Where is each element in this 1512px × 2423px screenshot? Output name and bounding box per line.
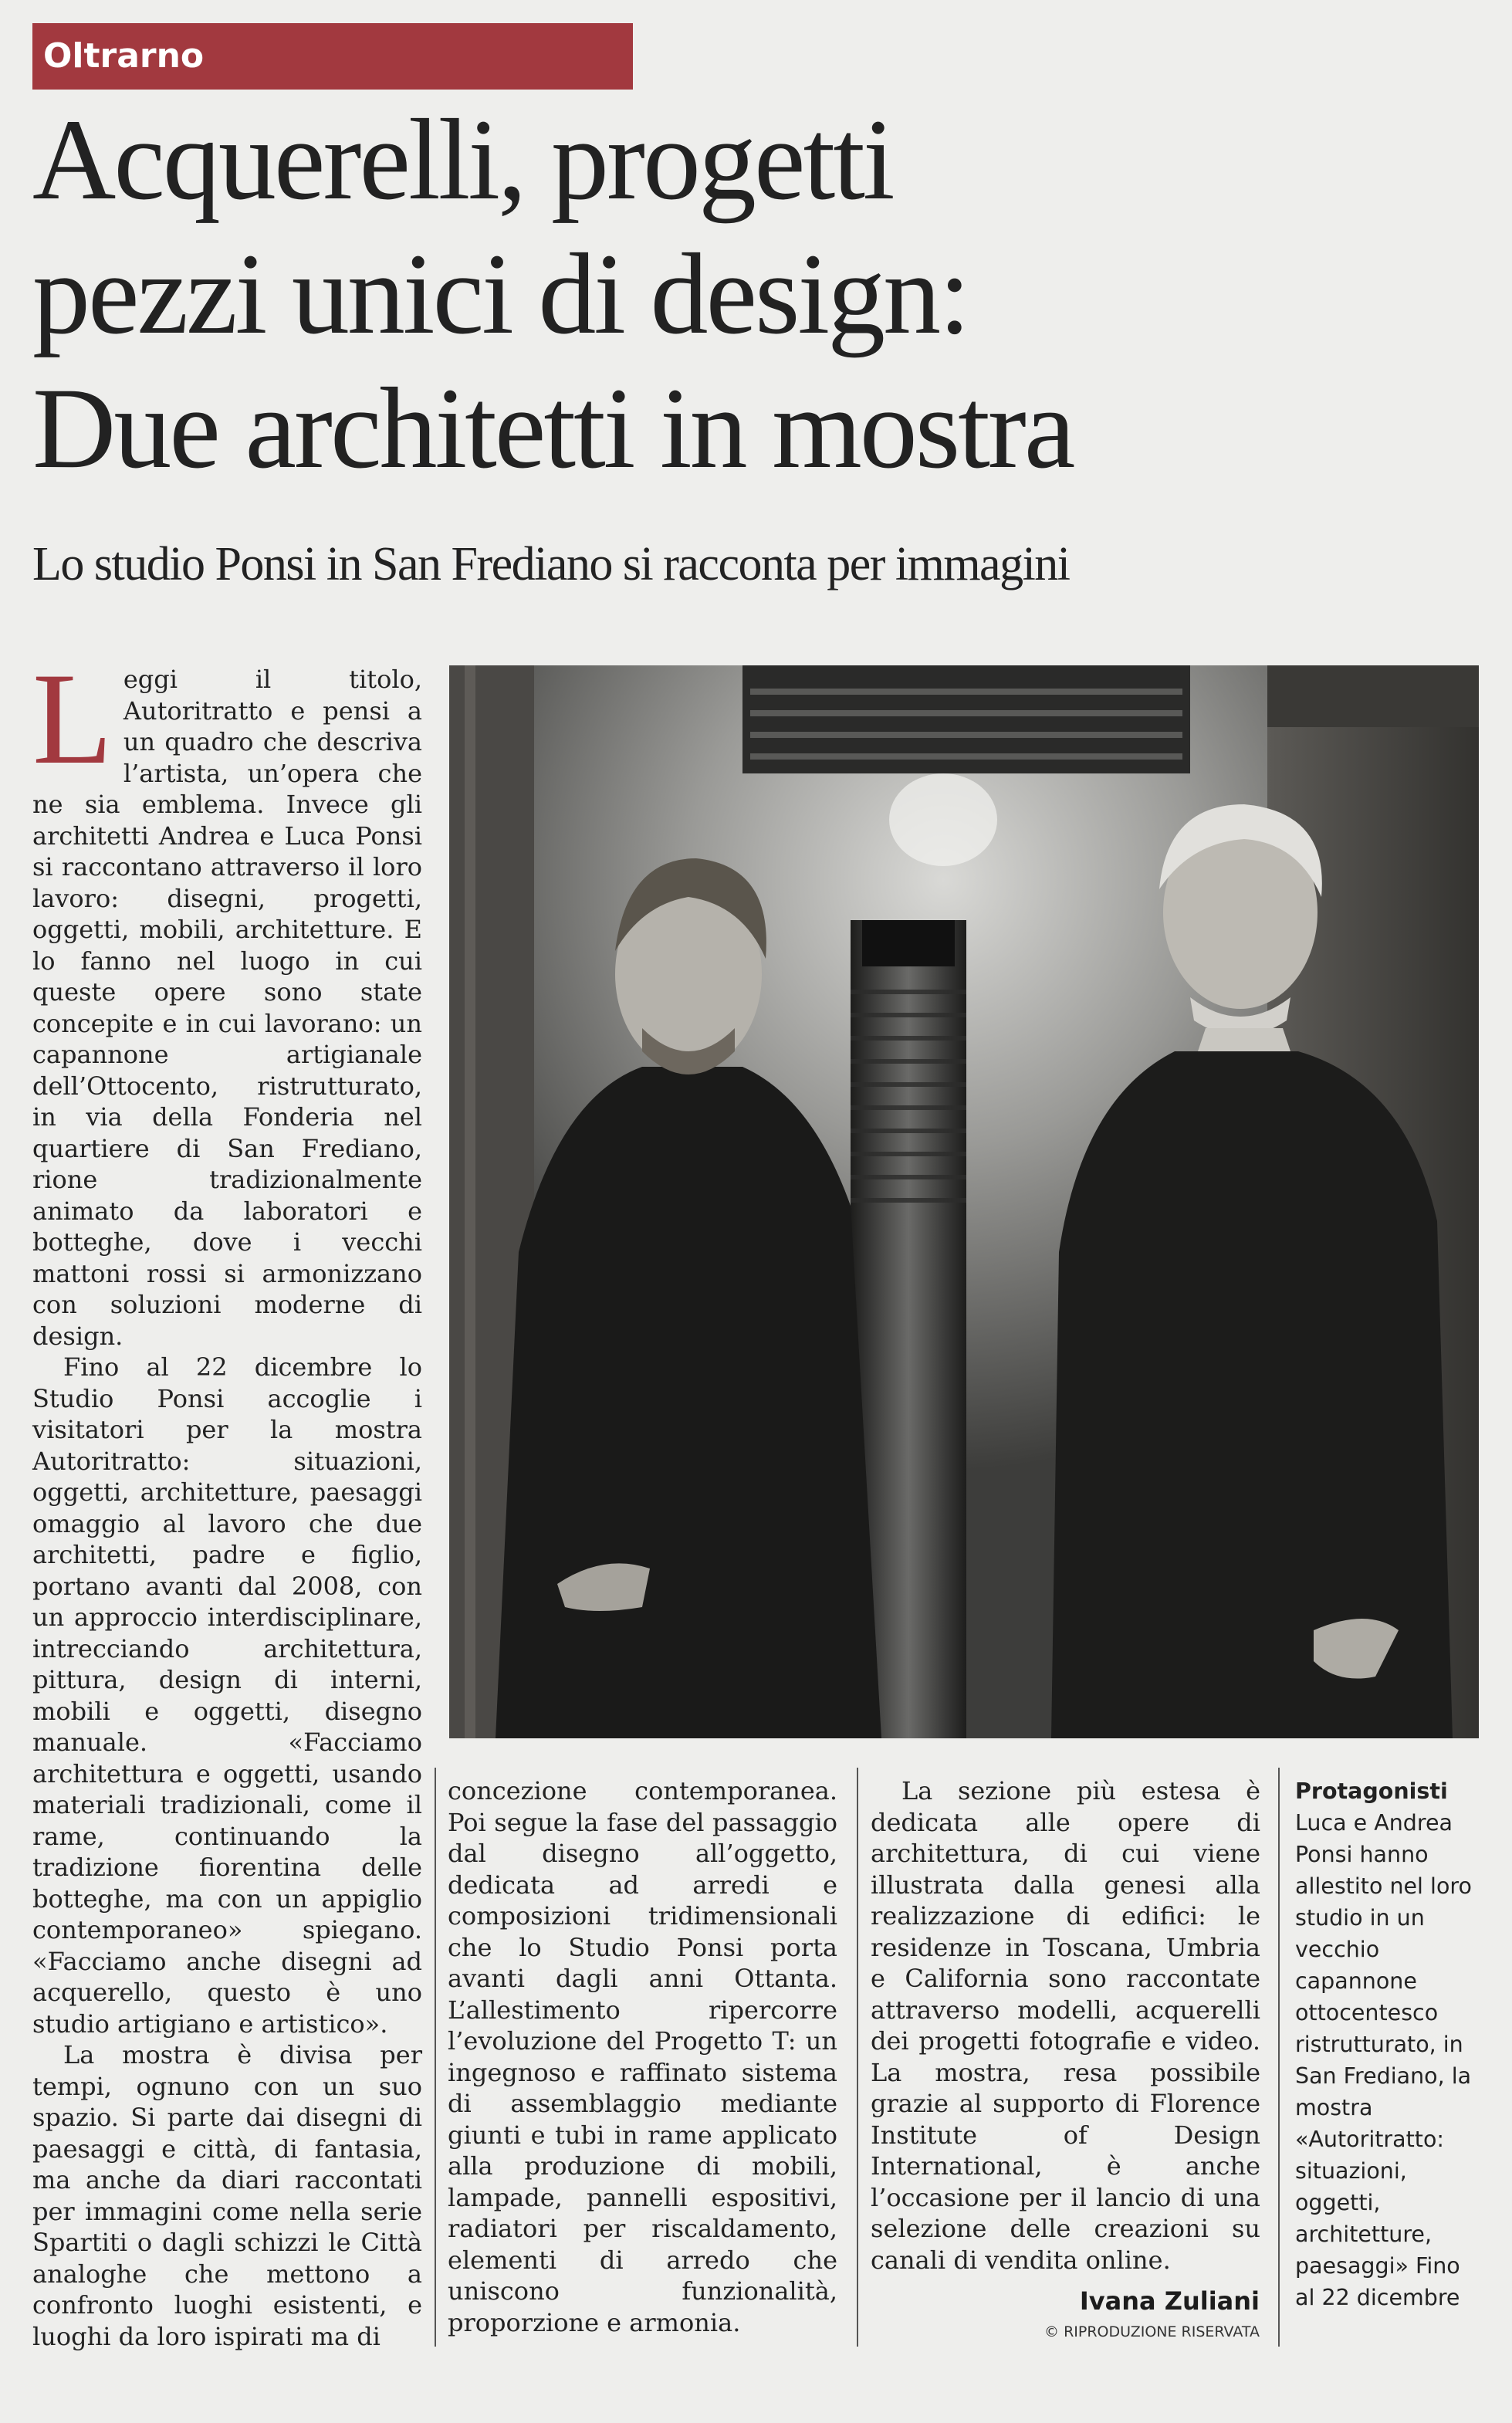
article-column-3 xyxy=(871,1775,1260,2276)
byline: Ivana Zuliani xyxy=(1079,2286,1260,2316)
article-column-1 xyxy=(32,646,422,2352)
column-rule xyxy=(1278,1768,1280,2347)
headline-line-1: Acquerelli, progetti xyxy=(32,96,893,224)
paragraph: concezione contemporanea. Poi segue la fase del passaggio dal disegno all’oggetto, dedicata ad arredi e composizioni tridimensionali che lo Studio Ponsi porta avanti dagli anni Ottanta. L’allestimento ripercorre l’evoluzione del Progetto T: un ingegnoso e raffinato sistema di assemblaggio mediante giunti e tubi in rame applicato alla produzione di mobili, lampade, pannelli espositivi, radiatori per riscaldamento, elementi di arredo che uniscono funzionalità, proporzione e armonia. xyxy=(448,1776,837,2337)
column-rule xyxy=(857,1768,858,2347)
photo-caption xyxy=(1295,1775,1480,2313)
paragraph-text: eggi il titolo, Autoritratto e pensi a un quadro che descriva l’artista, un’opera che ne sia emblema. Invece gli architetti Andrea e Luca Ponsi si raccontano attraverso il loro lavoro: disegni, progetti, oggetti, mobili, architetture. E lo fanno nel luogo in cui queste opere sono state concepite e in cui lavorano: un capannone artigianale dell’Ottocento, ristrutturato, in via della Fonderia nel quartiere di San Frediano, rione tradizionalmente animato da laboratori e botteghe, dove i vecchi mattoni rossi si armonizzano con soluzioni moderne di design. xyxy=(32,665,422,1351)
photo-architects-portrait xyxy=(449,665,1479,1738)
column-rule xyxy=(435,1768,436,2347)
copyright-note: © RIPRODUZIONE RISERVATA xyxy=(1044,2323,1260,2340)
drop-cap: L xyxy=(32,646,113,791)
headline-line-3: Due architetti in mostra xyxy=(32,364,1074,492)
section-label: Oltrarno xyxy=(32,23,633,90)
headline-line-2: pezzi unici di design: xyxy=(32,230,969,358)
caption-text: Luca e Andrea Ponsi hanno allestito nel loro studio in un vecchio capannone ottocentesco ristrutturato, in San Frediano, la mostra «Autoritratto: situazioni, oggetti, architetture, paesaggi» Fino al 22 dicembre xyxy=(1295,1810,1472,2310)
paragraph: Fino al 22 dicembre lo Studio Ponsi accoglie i visitatori per la mostra Autoritratto: situazioni, oggetti, architetture, paesaggi omaggio al lavoro che due architetti, padre e figlio, portano avanti dal 2008, con un approccio interdisciplinare, intrecciando architettura, pittura, design di interni, mobili e oggetti, disegno manuale. «Facciamo architettura e oggetti, usando materiali tradizionali, come il rame, continuando la tradizione fiorentina delle botteghe, ma con un appiglio contemporaneo» spiegano. «Facciamo anche disegni ad acquerello, questo è uno studio artigiano e artistico». xyxy=(32,1352,422,2039)
paragraph xyxy=(32,646,422,1352)
paragraph: La sezione più estesa è dedicata alle opere di architettura, di cui viene illustrata dalla genesi alla realizzazione di edifici: le residenze in Toscana, Umbria e California sono raccontate attraverso modelli, acquerelli dei progetti fotografie e video. La mostra, resa possibile grazie al supporto di Florence Institute of Design International, è anche l’occasione per il lancio di una selezione delle creazioni su canali di vendita online. xyxy=(871,1776,1260,2275)
subheadline: Lo studio Ponsi in San Frediano si racconta per immagini xyxy=(32,538,1070,591)
article-column-2 xyxy=(448,1775,837,2338)
paragraph: La mostra è divisa per tempi, ognuno con un suo spazio. Si parte dai disegni di paesaggi e città, di fantasia, ma anche da diari raccontati per immagini come nella serie Spartiti o dagli schizzi le Città analoghe che mettono a confronto luoghi esistenti, e luoghi da loro ispirati ma di xyxy=(32,2040,422,2351)
caption-title: Protagonisti xyxy=(1295,1778,1448,1804)
headline xyxy=(32,93,1314,496)
